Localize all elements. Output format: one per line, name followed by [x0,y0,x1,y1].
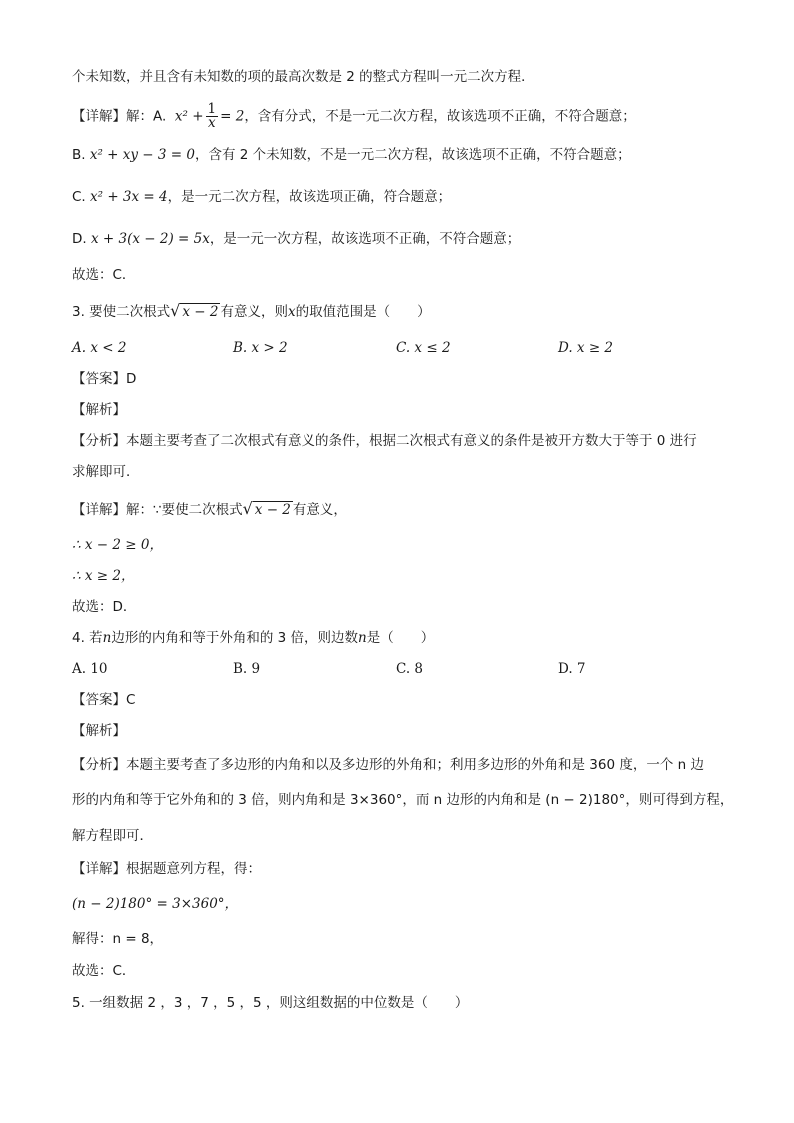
q2-choice: 故选：C． [72,267,136,283]
q3-answer: 【答案】D [72,371,137,387]
q3-detail-suffix: 有意义， [292,502,347,518]
q5-stem: 5. 一组数据 2 ，3 ，7 ，5 ，5 ，则这组数据的中位数是（ ） [72,995,469,1011]
q3-choice: 故选：D． [72,599,137,615]
q3-option-c: C. x ≤ 2 [396,340,451,356]
q4-jiexi: 【解析】 [72,723,126,739]
detail-a-eq-rhs: = 2 [220,108,245,125]
q3-detail-prefix: 【详解】解：∵要使二次根式 [72,502,243,518]
detail-a-fraction: $\frac{1}{x}$ [207,101,217,131]
detail-a-prefix: 【详解】解：A. [72,108,167,125]
detail-d-equation: x + 3(x − 2) = 5x [90,231,210,247]
q3-var: x [287,304,296,320]
detail-b-line [72,145,734,165]
detail-a-x2: x² + [170,108,204,125]
q4-detail: 【详解】根据题意列方程，得： [72,861,261,877]
q4-option-d: D. 7 [558,661,586,677]
detail-a-suffix: ，含有分式，不是一元二次方程，故该选项不正确，不符合题意； [244,108,636,125]
q4-var-2: n [358,630,367,646]
q3-fenxi-2: 求解即可． [72,464,140,480]
q3-step-1: ∴ x − 2 ≥ 0， [72,537,163,553]
detail-d-suffix: ，是一元一次方程，故该选项不正确，不符合题意； [209,231,521,247]
q4-solve: 解得：n = 8， [72,931,164,947]
detail-d-label: D. [72,231,87,247]
q4-var: n [102,630,112,646]
q3-fenxi-1: 【分析】本题主要考查了二次根式有意义的条件，根据二次根式有意义的条件是被开方数大于等于 0 进行 [72,433,697,449]
q4-stem [72,628,734,648]
q4-fenxi-3: 解方程即可． [72,828,153,844]
q4-choice: 故选：C． [72,963,136,979]
q4-option-c: C. 8 [396,661,424,677]
q4-answer: 【答案】C [72,692,136,708]
detail-c-suffix: ，是一元二次方程，故该选项正确，符合题意； [167,189,452,205]
q3-option-a: A. x < 2 [72,340,127,356]
detail-d-line [72,229,734,249]
q3-stem [72,301,734,322]
detail-c-label: C. [72,189,86,205]
q4-suffix: 边形的内角和等于外角和的 3 倍，则边数 [111,630,359,646]
q4-option-b: B. 9 [233,661,261,677]
q4-option-a: A. 10 [72,661,108,677]
q3-suffix: 的取值范围是（ ） [295,304,431,320]
q3-prefix: 3. 要使二次根式 [72,304,171,320]
q4-prefix: 4. 若 [72,630,103,646]
detail-a-line [72,103,734,130]
detail-b-label: B. [72,147,86,163]
definition-line: 个未知数，并且含有未知数的项的最高次数是 2 的整式方程叫一元二次方程． [72,69,535,85]
q3-mid: 有意义，则 [220,304,288,320]
q4-end: 是（ ） [366,630,435,646]
detail-b-suffix: ，含有 2 个未知数，不是一元二次方程，故该选项不正确，不符合题意； [195,147,631,163]
q3-sqrt: √ x − 2 [170,301,219,320]
q3-jiexi: 【解析】 [72,402,126,418]
q4-fenxi-1: 【分析】本题主要考查了多边形的内角和以及多边形的外角和；利用多边形的外角和是 360 度，一个 n 边 [72,757,704,773]
q3-detail [72,499,734,520]
detail-b-equation: x² + xy − 3 = 0 [89,147,195,163]
q4-fenxi-2: 形的内角和等于它外角和的 3 倍，则内角和是 3×360°，而 n 边形的内角和是 (n − 2)180°，则可得到方程， [72,792,734,808]
q3-step-2: ∴ x ≥ 2， [72,568,135,584]
q3-option-d: D. x ≥ 2 [558,340,614,356]
detail-c-line [72,187,734,207]
detail-c-equation: x² + 3x = 4 [90,189,168,205]
q3-detail-sqrt: √ x − 2 [242,499,291,518]
q4-equation: (n − 2)180° = 3×360°， [72,896,239,912]
q3-option-b: B. x > 2 [233,340,288,356]
